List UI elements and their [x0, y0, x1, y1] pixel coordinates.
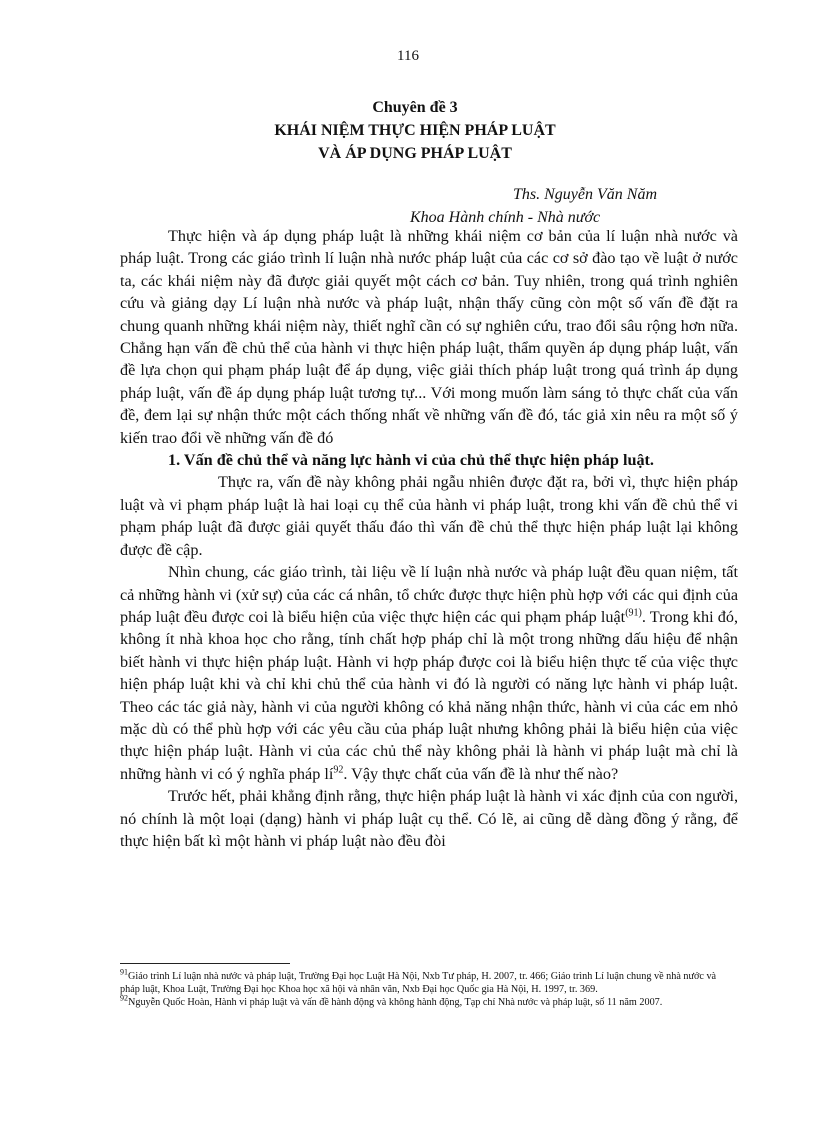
paragraph-3	[120, 561, 738, 785]
author-block	[410, 183, 730, 229]
paragraph-3-part-c: . Vậy thực chất của vấn đề là như thế nào?	[343, 764, 619, 783]
footnote-divider	[120, 963, 290, 964]
chapter-heading	[120, 96, 710, 165]
footnote-ref-92[interactable]: 92	[333, 764, 344, 776]
section-heading-1: 1. Vấn đề chủ thể và năng lực hành vi của chủ thể thực hiện pháp luật.	[168, 451, 654, 470]
footnote-text: Giáo trình Lí luận nhà nước và pháp luật, Trường Đại học Luật Hà Nội, Nxb Tư pháp, H. 2007, tr. 466; Giáo trình Lí luận chung về nhà nước và pháp luật, Khoa Luật, Trường Đại học Khoa học xã hội và nhân văn, Nxb Đại học Quốc gia Hà Nội, H. 1997, tr. 369.	[120, 971, 717, 995]
paragraph-4: Trước hết, phải khẳng định rằng, thực hiện pháp luật là hành vi xác định của con người, nó chính là một loại (dạng) hành vi pháp luật cụ thể. Có lẽ, ai cũng dễ dàng đồng ý rằng, để thực hiện bất kì một hành vi pháp luật nào đều đòi	[120, 787, 738, 850]
footnote-91	[120, 967, 738, 996]
footnotes	[120, 967, 738, 1009]
page-number: 116	[397, 48, 419, 64]
chapter-title-line-1: KHÁI NIỆM THỰC HIỆN PHÁP LUẬT	[274, 122, 556, 139]
paragraph-intro: Thực hiện và áp dụng pháp luật là những khái niệm cơ bản của lí luận nhà nước và pháp luật. Trong các giáo trình lí luận nhà nước pháp luật của các cơ sở đào tạo về luật ở nước ta, các khái niệm này đã được giải quyết một cách cơ bản. Tuy nhiên, trong quá trình nghiên cứu và giảng dạy Lí luận nhà nước và pháp luật, nhận thấy cũng còn một số vấn đề đặt ra chung quanh những khái niệm này, thiết nghĩ cần có sự nghiên cứu, trao đổi sâu rộng hơn nữa. Chẳng hạn vấn đề chủ thể của hành vi thực hiện pháp luật, thẩm quyền áp dụng pháp luật, vấn đề lựa chọn qui phạm pháp luật để áp dụng, việc giải thích pháp luật trong quá trình áp dụng pháp luật, vấn đề áp dụng pháp luật tương tự... Với mong muốn làm sáng tỏ thực chất của vấn đề, đem lại sự nhận thức một cách thống nhất về những vấn đề đó, tác giả xin nêu ra một số ý kiến trao đổi về những vấn đề đó	[120, 227, 738, 447]
paragraph-2: Thực ra, vấn đề này không phải ngẫu nhiên được đặt ra, bởi vì, thực hiện pháp luật và vi phạm pháp luật là hai loại cụ thể của hành vi pháp luật, trong khi vấn đề chủ thể vi phạm pháp luật đã được giải quyết thấu đáo thì vấn đề chủ thể thực hiện pháp luật lại không được đề cập.	[120, 473, 738, 559]
footnote-mark: 91	[120, 967, 128, 977]
chapter-title-line-2: VÀ ÁP DỤNG PHÁP LUẬT	[318, 145, 512, 162]
paragraph-3-part-a: Nhìn chung, các giáo trình, tài liệu về lí luận nhà nước và pháp luật đều quan niệm, tất cả những hành vi (xử sự) của các cá nhân, tổ chức được thực hiện phù hợp với các qui định của pháp luật đều được coi là biểu hiện của việc thực hiện các qui phạm pháp luật	[120, 563, 738, 626]
paragraph-3-part-b: . Trong khi đó, không ít nhà khoa học cho rằng, tính chất hợp pháp chỉ là một trong những dấu hiệu để nhận biết hành vi thực hiện pháp luật. Hành vi hợp pháp được coi là biểu hiện thực tế của việc thực hiện pháp luật khi và chỉ khi chủ thể của hành vi đó là người có năng lực hành vi pháp luật. Theo các tác giả này, hành vi của người không có khả năng nhận thức, hành vi của các em nhỏ mặc dù có thể phù hợp với các yêu cầu của pháp luật nhưng không phải là biểu hiện của việc thực hiện pháp luật. Hành vi của các chủ thể này không phải là hành vi pháp luật mà chỉ là những hành vi có ý nghĩa pháp lí	[120, 607, 738, 783]
author-affiliation: Khoa Hành chính - Nhà nước	[410, 209, 601, 226]
author-name: Ths. Nguyễn Văn Năm	[513, 186, 657, 203]
footnote-text: Nguyễn Quốc Hoàn, Hành vi pháp luật và vấn đề hành động và không hành động, Tạp chí Nhà nước và pháp luật, số 11 năm 2007.	[128, 997, 663, 1008]
footnote-mark: 92	[120, 993, 128, 1003]
footnote-ref-91[interactable]: (91)	[625, 607, 642, 619]
footnote-92	[120, 993, 738, 1009]
chapter-label: Chuyên đề 3	[372, 99, 458, 116]
body-text	[120, 225, 738, 852]
